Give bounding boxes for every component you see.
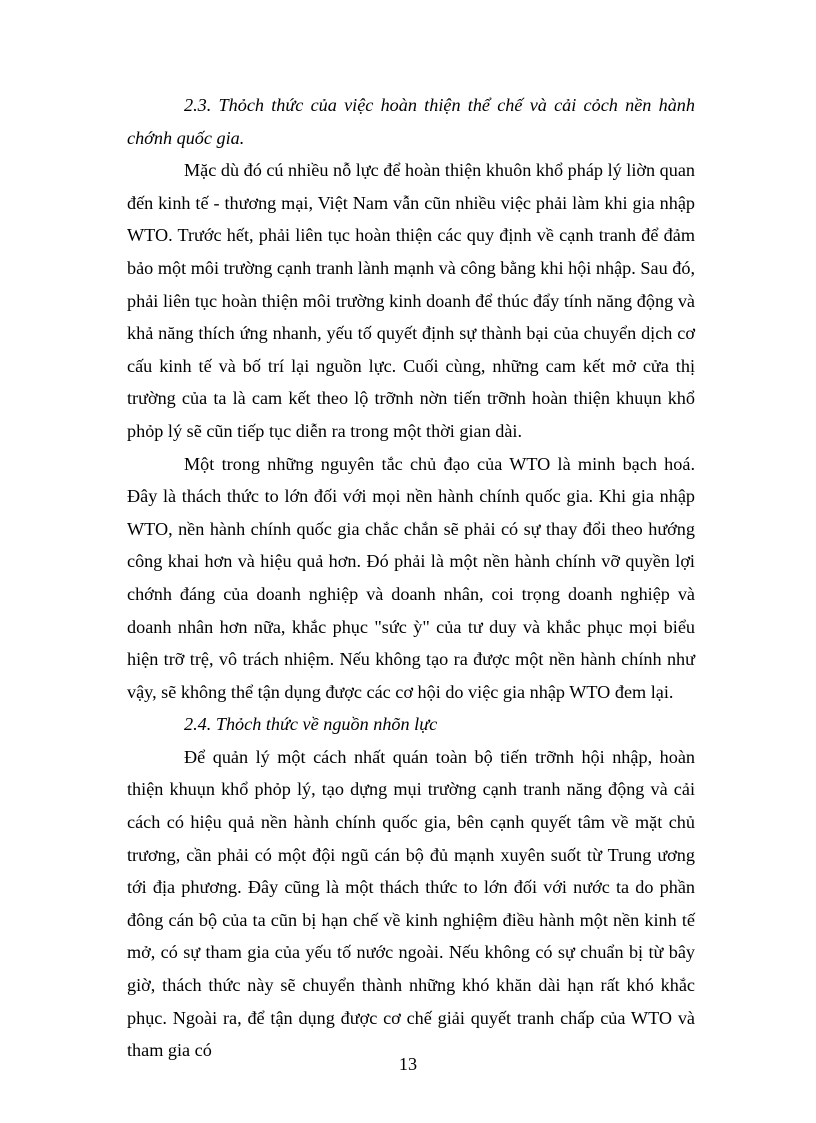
section-heading-2-4: 2.4. Thỏch thức về nguồn nhõn lực	[184, 714, 438, 735]
paragraph: Mặc dù đó cú nhiều nỗ lực để hoàn thiện khuôn khổ pháp lý liờn quan đến kinh tế - thương mại, Việt Nam vẫn cũn nhiều việc phải làm khi gia nhập WTO. Trước hết, phải liên tục hoàn thiện các quy định về cạnh tranh để đảm bảo một môi trường cạnh tranh lành mạnh và công bằng khi hội nhập. Sau đó, phải liên tục hoàn thiện môi trường kinh doanh để thúc đẩy tính năng động và khả năng thích ứng nhanh, yếu tố quyết định sự thành bại của chuyển dịch cơ cấu kinh tế và bố trí lại nguồn lực. Cuối cùng, những cam kết mở cửa thị trường của ta là cam kết theo lộ trỡnh nờn tiến trỡnh hoàn thiện khuụn khổ phỏp lý sẽ cũn tiếp tục diễn ra trong một thời gian dài.	[127, 160, 695, 441]
paragraph: Để quản lý một cách nhất quán toàn bộ tiến trỡnh hội nhập, hoàn thiện khuụn khổ phỏp lý, tạo dựng mụi trường cạnh tranh năng động và cải cách có hiệu quả nền hành chính quốc gia, bên cạnh quyết tâm về mặt chủ trương, cần phải có một đội ngũ cán bộ đủ mạnh xuyên suốt từ Trung ương tới địa phương. Đây cũng là một thách thức to lớn đối với nước ta do phần đông cán bộ của ta cũn bị hạn chế về kinh nghiệm điều hành một nền kinh tế mở, có sự tham gia của yếu tố nước ngoài. Nếu không có sự chuẩn bị từ bây giờ, thách thức này sẽ chuyển thành những khó khăn dài hạn rất khó khắc phục. Ngoài ra, để tận dụng được cơ chế giải quyết tranh chấp của WTO và tham gia có	[127, 746, 695, 1061]
section-heading-2-3: 2.3. Thỏch thức của việc hoàn thiện thể chế và cải cỏch nền hành chớnh quốc gia.	[127, 95, 695, 148]
paragraph: Một trong những nguyên tắc chủ đạo của WTO là minh bạch hoá. Đây là thách thức to lớn đối với mọi nền hành chính quốc gia. Khi gia nhập WTO, nền hành chính quốc gia chắc chắn sẽ phải có sự thay đổi theo hướng công khai hơn và hiệu quả hơn. Đó phải là một nền hành chính vỡ quyền lợi chớnh đáng của doanh nghiệp và doanh nhân, coi trọng doanh nghiệp và doanh nhân hơn nữa, khắc phục "sức ỳ" của tư duy và khắc phục mọi biểu hiện trỡ trệ, vô trách nhiệm. Nếu không tạo ra được một nền hành chính như vậy, sẽ không thể tận dụng được các cơ hội do việc gia nhập WTO đem lại.	[127, 453, 695, 702]
page-body	[127, 89, 695, 1067]
page-number: 13	[398, 1054, 418, 1074]
